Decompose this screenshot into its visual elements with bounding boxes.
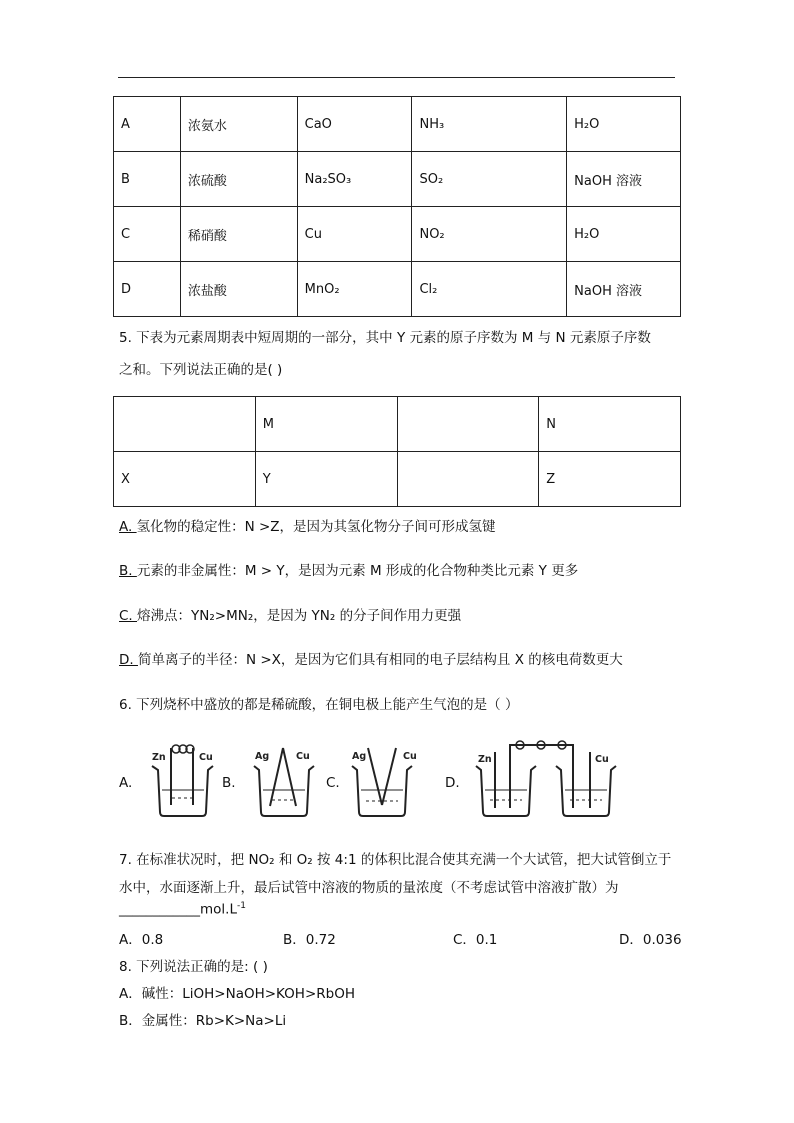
table-cell: C [114,207,181,262]
unit: mol.L [200,901,237,918]
table-cell: Z [539,452,681,507]
table-cell: A [114,97,181,152]
table-cell: Cl₂ [412,262,567,317]
table-cell: MnO₂ [297,262,412,317]
q7-line2: 水中，水面逐渐上升，最后试管中溶液的物质的量浓度（不考虑试管中溶液扩散）为 [119,880,619,896]
table-cell: NH₃ [412,97,567,152]
electrode-label: Ag [255,751,270,762]
table-cell: B [114,152,181,207]
table-cell: NaOH 溶液 [567,262,681,317]
table-cell: D [114,262,181,317]
table-cell: H₂O [567,207,681,262]
q6-option-c-label[interactable]: C. [326,775,340,791]
option-label: B. [119,563,137,579]
table-cell: X [114,452,256,507]
option-label: C. [119,608,138,624]
option-label: D. [119,652,138,668]
table-cell: H₂O [567,97,681,152]
q8-option-a[interactable]: A．碱性：LiOH>NaOH>KOH>RbOH [119,986,355,1002]
table-cell: N [539,397,681,452]
table-cell: 浓氨水 [180,97,297,152]
q6-option-d-label[interactable]: D. [445,775,460,791]
electrode-label: Cu [296,751,310,762]
table-cell: 稀硝酸 [180,207,297,262]
option-text: 简单离子的半径：N >X，是因为它们具有相同的电子层结构且 X 的核电荷数更大 [137,652,623,668]
table-cell: Na₂SO₃ [297,152,412,207]
option-text: 氢化物的稳定性：N >Z，是因为其氢化物分子间可形成氢键 [136,519,496,535]
q8-stem: 8. 下列说法正确的是: ( ) [119,959,268,975]
option-label: A. [119,519,137,535]
q6-stem: 6. 下列烧杯中盛放的都是稀硫酸，在铜电极上能产生气泡的是（ ） [119,697,519,713]
option-text: 熔沸点：YN₂>MN₂，是因为 YN₂ 的分子间作用力更强 [137,608,462,624]
q7-answer-b[interactable]: B．0.72 [283,932,336,948]
electrode-label: Cu [595,754,609,765]
table-cell: NO₂ [412,207,567,262]
q7-answer-d[interactable]: D．0.036 [619,932,682,948]
option-text: 元素的非金属性：M > Y，是因为元素 M 形成的化合物种类比元素 Y 更多 [136,563,579,579]
q7-answer-a[interactable]: A．0.8 [119,932,164,948]
table-cell: CaO [297,97,412,152]
table-cell: 浓硫酸 [180,152,297,207]
table-cell: NaOH 溶液 [567,152,681,207]
table-cell: SO₂ [412,152,567,207]
q6-option-a-label[interactable]: A. [119,775,133,791]
electrode-label: Ag [352,751,367,762]
electrode-label: Cu [199,752,213,763]
q5-stem-line2: 之和。下列说法正确的是( ) [119,362,283,378]
electrode-label: Cu [403,751,417,762]
table-cell: 浓盐酸 [180,262,297,317]
unit-superscript: -1 [236,901,246,911]
q5-stem-line1: 5. 下表为元素周期表中短周期的一部分，其中 Y 元素的原子序数为 M 与 N 元素原子序数 [119,330,651,346]
electrode-label: Zn [478,754,492,765]
q6-option-b-label[interactable]: B. [222,775,236,791]
q7-line1: 7. 在标准状况时，把 NO₂ 和 O₂ 按 4:1 的体积比混合使其充满一个大试管，把大试管倒立于 [119,852,672,868]
q8-option-b[interactable]: B．金属性：Rb>K>Na>Li [119,1013,287,1029]
table-cell: Y [255,452,397,507]
electrode-label: Zn [152,752,166,763]
answer-blank[interactable]: ____________ [119,901,200,918]
q7-blank-line [119,901,246,918]
table-cell: M [255,397,397,452]
table-cell: Cu [297,207,412,262]
q7-answer-c[interactable]: C．0.1 [453,932,498,948]
